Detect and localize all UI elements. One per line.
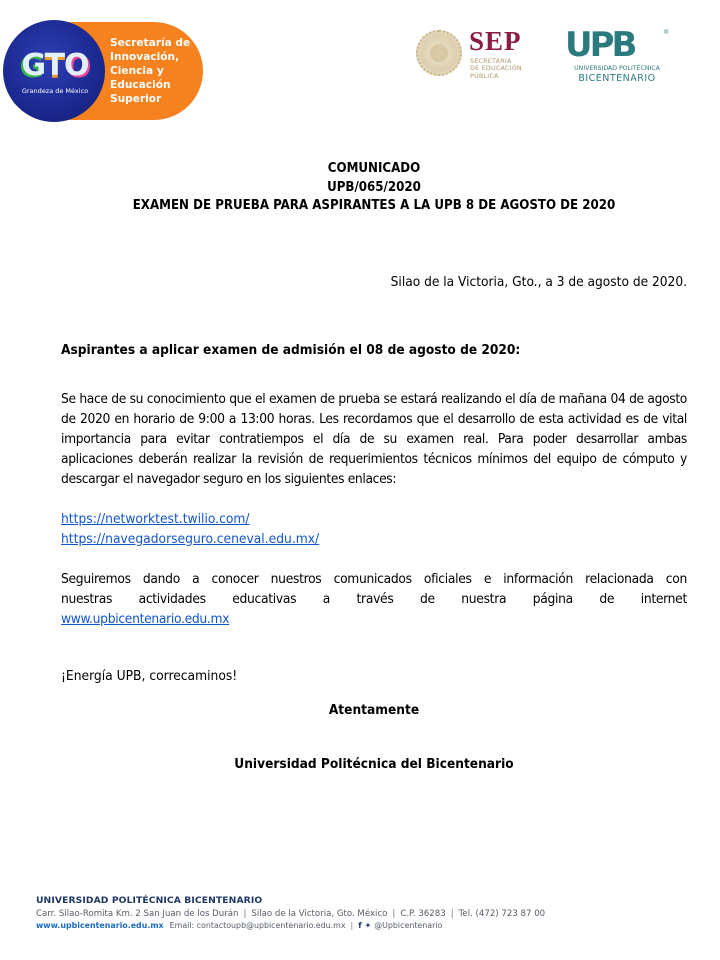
footer-separator: | <box>243 909 247 919</box>
registered-icon: ® <box>664 30 669 36</box>
place-date: Silao de la Victoria, Gto., a 3 de agosto de 2020. <box>390 273 687 290</box>
sep-subtitle-line: DE EDUCACIÓN <box>470 64 522 73</box>
gto-text-line: Ciencia y <box>110 65 164 77</box>
footer-social-handle[interactable]: @Upbicentenario <box>374 921 443 930</box>
mexico-seal-icon <box>416 30 462 76</box>
footer-postal-code: C.P. 36283 <box>400 909 446 919</box>
gto-letter-g: G <box>21 48 45 83</box>
link-networktest[interactable]: https://networktest.twilio.com/ <box>61 510 250 527</box>
upb-logo-mark: UPB <box>565 25 635 65</box>
sep-subtitle-line: PÚBLICA <box>470 71 499 80</box>
gto-letter-o: O <box>64 48 89 83</box>
gto-text-line: Superior <box>110 93 162 105</box>
footer-website[interactable]: www.upbicentenario.edu.mx <box>36 921 164 930</box>
sep-title: SEP <box>469 26 522 56</box>
title-comunicado: COMUNICADO <box>327 161 421 176</box>
link-navegador-seguro[interactable]: https://navegadorseguro.ceneval.edu.mx/ <box>61 530 320 547</box>
footer-email[interactable]: Email: contactoupb@upbicentenario.edu.mx <box>169 921 346 930</box>
document-title <box>61 160 687 216</box>
closing-motto: ¡Energía UPB, correcaminos! <box>61 667 238 684</box>
links-list <box>61 509 687 549</box>
footer-phone: Tel. (472) 723 87 00 <box>458 909 546 919</box>
twitter-icon[interactable]: ✦ <box>364 921 372 930</box>
gto-text-line: Innovación, <box>110 51 180 63</box>
footer-contact <box>36 921 676 930</box>
second-paragraph-line: Seguiremos dando a conocer nuestros comunicados oficiales e información relacionada con <box>61 570 687 587</box>
footer-street: Carr. Silao-Romita Km. 2 San Juan de los Durán <box>36 909 239 919</box>
gto-tagline: Grandeza de México <box>21 87 89 95</box>
upb-logo <box>562 25 674 84</box>
title-reference-number: UPB/065/2020 <box>327 179 421 195</box>
footer <box>36 895 676 930</box>
footer-address <box>36 909 676 919</box>
footer-separator: | <box>392 909 396 919</box>
gto-text-line: Secretaría de <box>110 37 191 49</box>
document-body <box>61 160 687 772</box>
second-paragraph-line: nuestras actividades educativas a través de nuestra página de internet <box>61 590 687 607</box>
sep-subtitle <box>470 58 522 80</box>
gto-text-line: Educación <box>110 79 171 91</box>
gto-letter-t: T <box>44 48 65 83</box>
sep-subtitle-line: SECRETARÍA <box>470 57 512 65</box>
second-paragraph <box>61 569 687 629</box>
signature: Universidad Politécnica del Bicentenario <box>234 755 514 772</box>
footer-separator: | <box>450 909 454 919</box>
gto-logo <box>3 20 203 122</box>
gto-logo-letters <box>15 48 95 83</box>
upb-logo-line1: UNIVERSIDAD POLITÉCNICA <box>574 65 660 72</box>
gto-secretariat-name <box>110 36 202 106</box>
addressee: Aspirantes a aplicar examen de admisión el 08 de agosto de 2020: <box>61 341 521 358</box>
footer-separator: | <box>350 921 354 930</box>
footer-city: Silao de la Victoria, Gto. México <box>251 909 388 919</box>
title-subject: EXAMEN DE PRUEBA PARA ASPIRANTES A LA UPB 8 DE AGOSTO DE 2020 <box>132 198 616 213</box>
link-website[interactable]: www.upbicentenario.edu.mx <box>61 610 230 627</box>
upb-logo-line2: BICENTENARIO <box>578 73 656 84</box>
body-paragraph: Se hace de su conocimiento que el examen de prueba se estará realizando el día de mañana 04 de agosto de 2020 en horario de 9:00 a 13:00 horas. Les recordamos que el desarrollo de esta actividad es de vital importancia para evitar contratiempos el día de su examen real. Para poder desarrollar ambas aplicaciones deberán realizar la revisión de requerimientos técnicos mínimos del equipo de cómputo y descargar el navegador seguro en los siguientes enlaces: <box>61 390 687 487</box>
sep-logo <box>414 26 534 86</box>
sign-off: Atentamente <box>328 701 420 718</box>
facebook-icon[interactable]: f <box>358 921 362 930</box>
footer-institution: UNIVERSIDAD POLITÉCNICA BICENTENARIO <box>36 895 263 906</box>
